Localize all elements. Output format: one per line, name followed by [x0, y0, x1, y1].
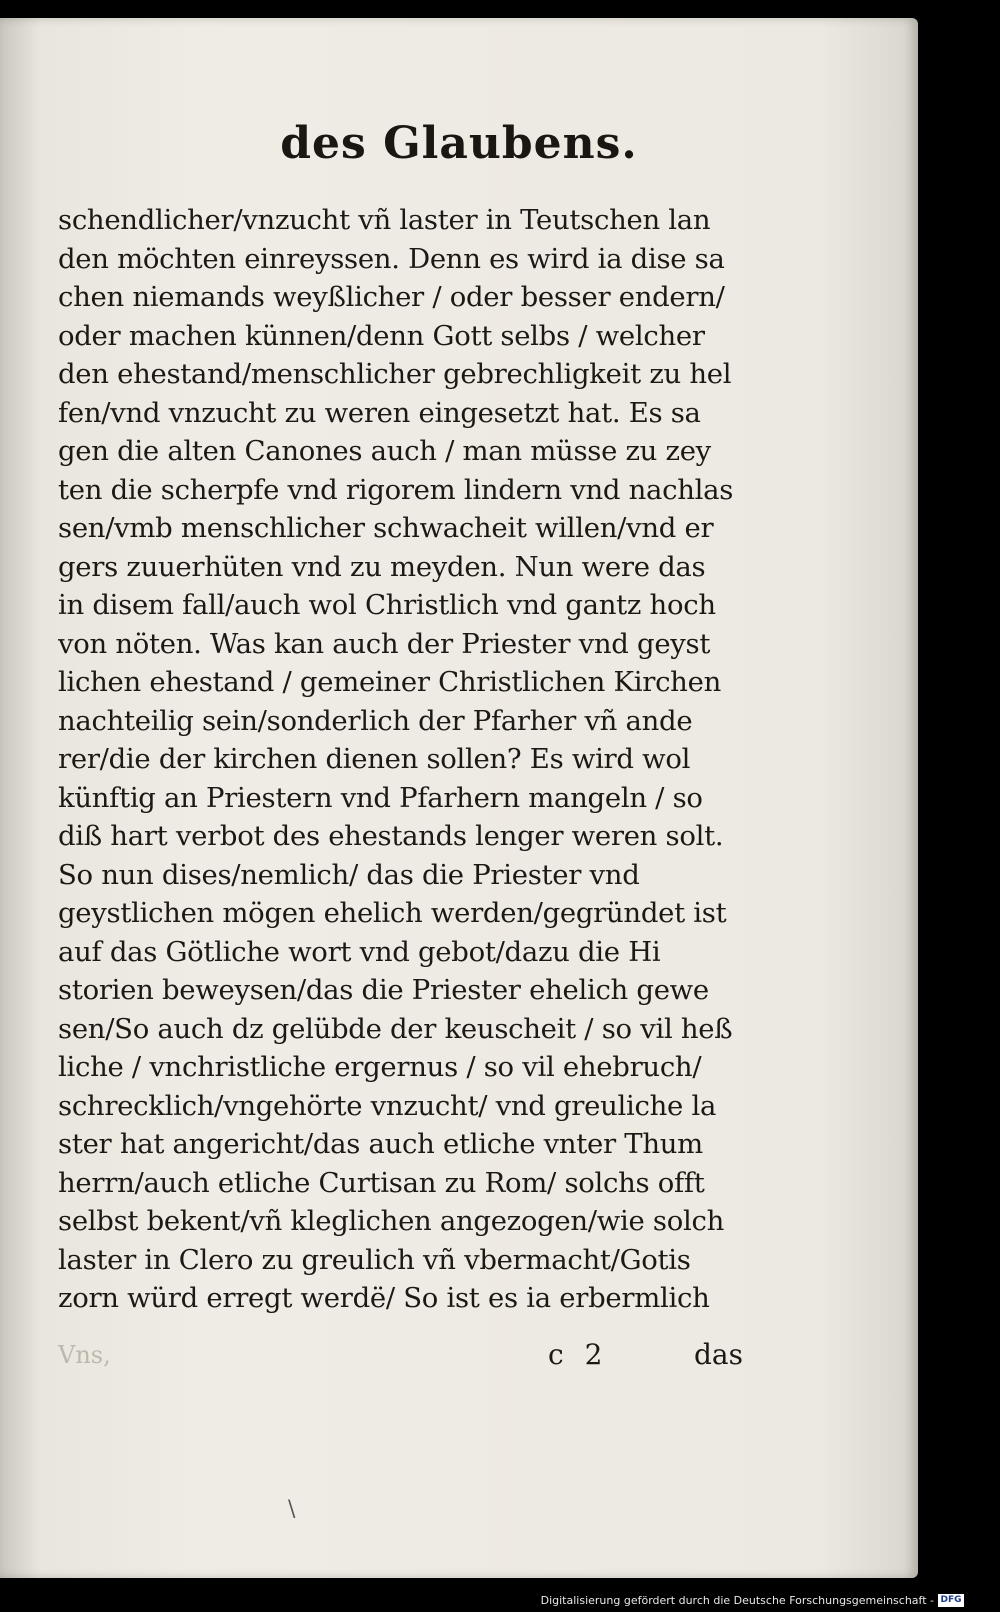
text-line: herrn/auch etliche Curtisan zu Rom/ solchs offt	[58, 1166, 705, 1199]
page-text	[58, 201, 758, 1318]
digitization-credit	[541, 1592, 964, 1608]
text-line: liche / vnchristliche ergernus / so vil ehebruch/	[58, 1051, 702, 1083]
text-line: laster in Clero zu greulich vñ vbermacht/Gotis	[58, 1243, 691, 1276]
text-line: zorn würd erregt werdë/ So ist es ia erbermlich	[58, 1282, 710, 1314]
text-line: künftig an Priestern vnd Pfarhern mangeln / so	[58, 781, 703, 814]
text-line: von nöten. Was kan auch der Priester vnd geyst	[58, 627, 711, 660]
book-page	[0, 18, 918, 1578]
margin-mark: \	[288, 1497, 296, 1522]
text-line: So nun dises/nemlich/ das die Priester vnd	[58, 858, 640, 891]
text-line: rer/die der kirchen dienen sollen? Es wird wol	[58, 743, 691, 775]
text-line: oder machen künnen/denn Gott selbs / welcher	[58, 319, 705, 352]
text-line: den ehestand/menschlicher gebrechligkeit zu hel	[58, 358, 732, 390]
text-line: storien beweysen/das die Priester ehelich gewe	[58, 974, 709, 1006]
text-line: sen/vmb menschlicher schwacheit willen/vnd er	[58, 512, 714, 544]
text-line: auf das Götliche wort vnd gebot/dazu die Hi	[58, 935, 661, 968]
text-line: gen die alten Canones auch / man müsse zu zey	[58, 435, 711, 467]
dfg-logo: DFG	[938, 1594, 964, 1607]
credit-text: Digitalisierung gefördert durch die Deutsche Forschungsgemeinschaft -	[540, 1593, 934, 1607]
text-line: sen/So auch dz gelübde der keuscheit / so vil heß	[58, 1012, 733, 1045]
text-line: chen niemands weyßlicher / oder besser endern/	[58, 281, 725, 313]
text-line: geystlichen mögen ehelich werden/gegründet ist	[58, 897, 727, 929]
text-line: nachteilig sein/sonderlich der Pfarher vñ ande	[58, 704, 693, 737]
text-line: diß hart verbot des ehestands lenger weren solt.	[58, 820, 724, 852]
catchword: das	[694, 1338, 743, 1371]
signature-mark: c 2	[548, 1338, 603, 1371]
text-line: ten die scherpfe vnd rigorem lindern vnd nachlas	[58, 473, 734, 506]
text-line: schrecklich/vngehörte vnzucht/ vnd greuliche la	[58, 1089, 717, 1122]
text-line: ster hat angericht/das auch etliche vnter Thum	[58, 1128, 703, 1160]
faint-footer-text: Vns,	[58, 1341, 111, 1369]
page-title: des Glaubens.	[280, 118, 638, 169]
text-line: schendlicher/vnzucht vñ laster in Teutschen lan	[58, 204, 711, 236]
text-line: fen/vnd vnzucht zu weren eingesetzt hat. Es sa	[58, 396, 701, 429]
text-line: gers zuuerhüten vnd zu meyden. Nun were das	[58, 550, 706, 583]
page-footer	[58, 1335, 758, 1375]
text-line: den möchten einreyssen. Denn es wird ia dise sa	[58, 242, 725, 275]
text-line: selbst bekent/vñ kleglichen angezogen/wie solch	[58, 1205, 725, 1237]
text-line: in disem fall/auch wol Christlich vnd gantz hoch	[58, 589, 716, 621]
text-line: lichen ehestand / gemeiner Christlichen Kirchen	[58, 666, 721, 698]
